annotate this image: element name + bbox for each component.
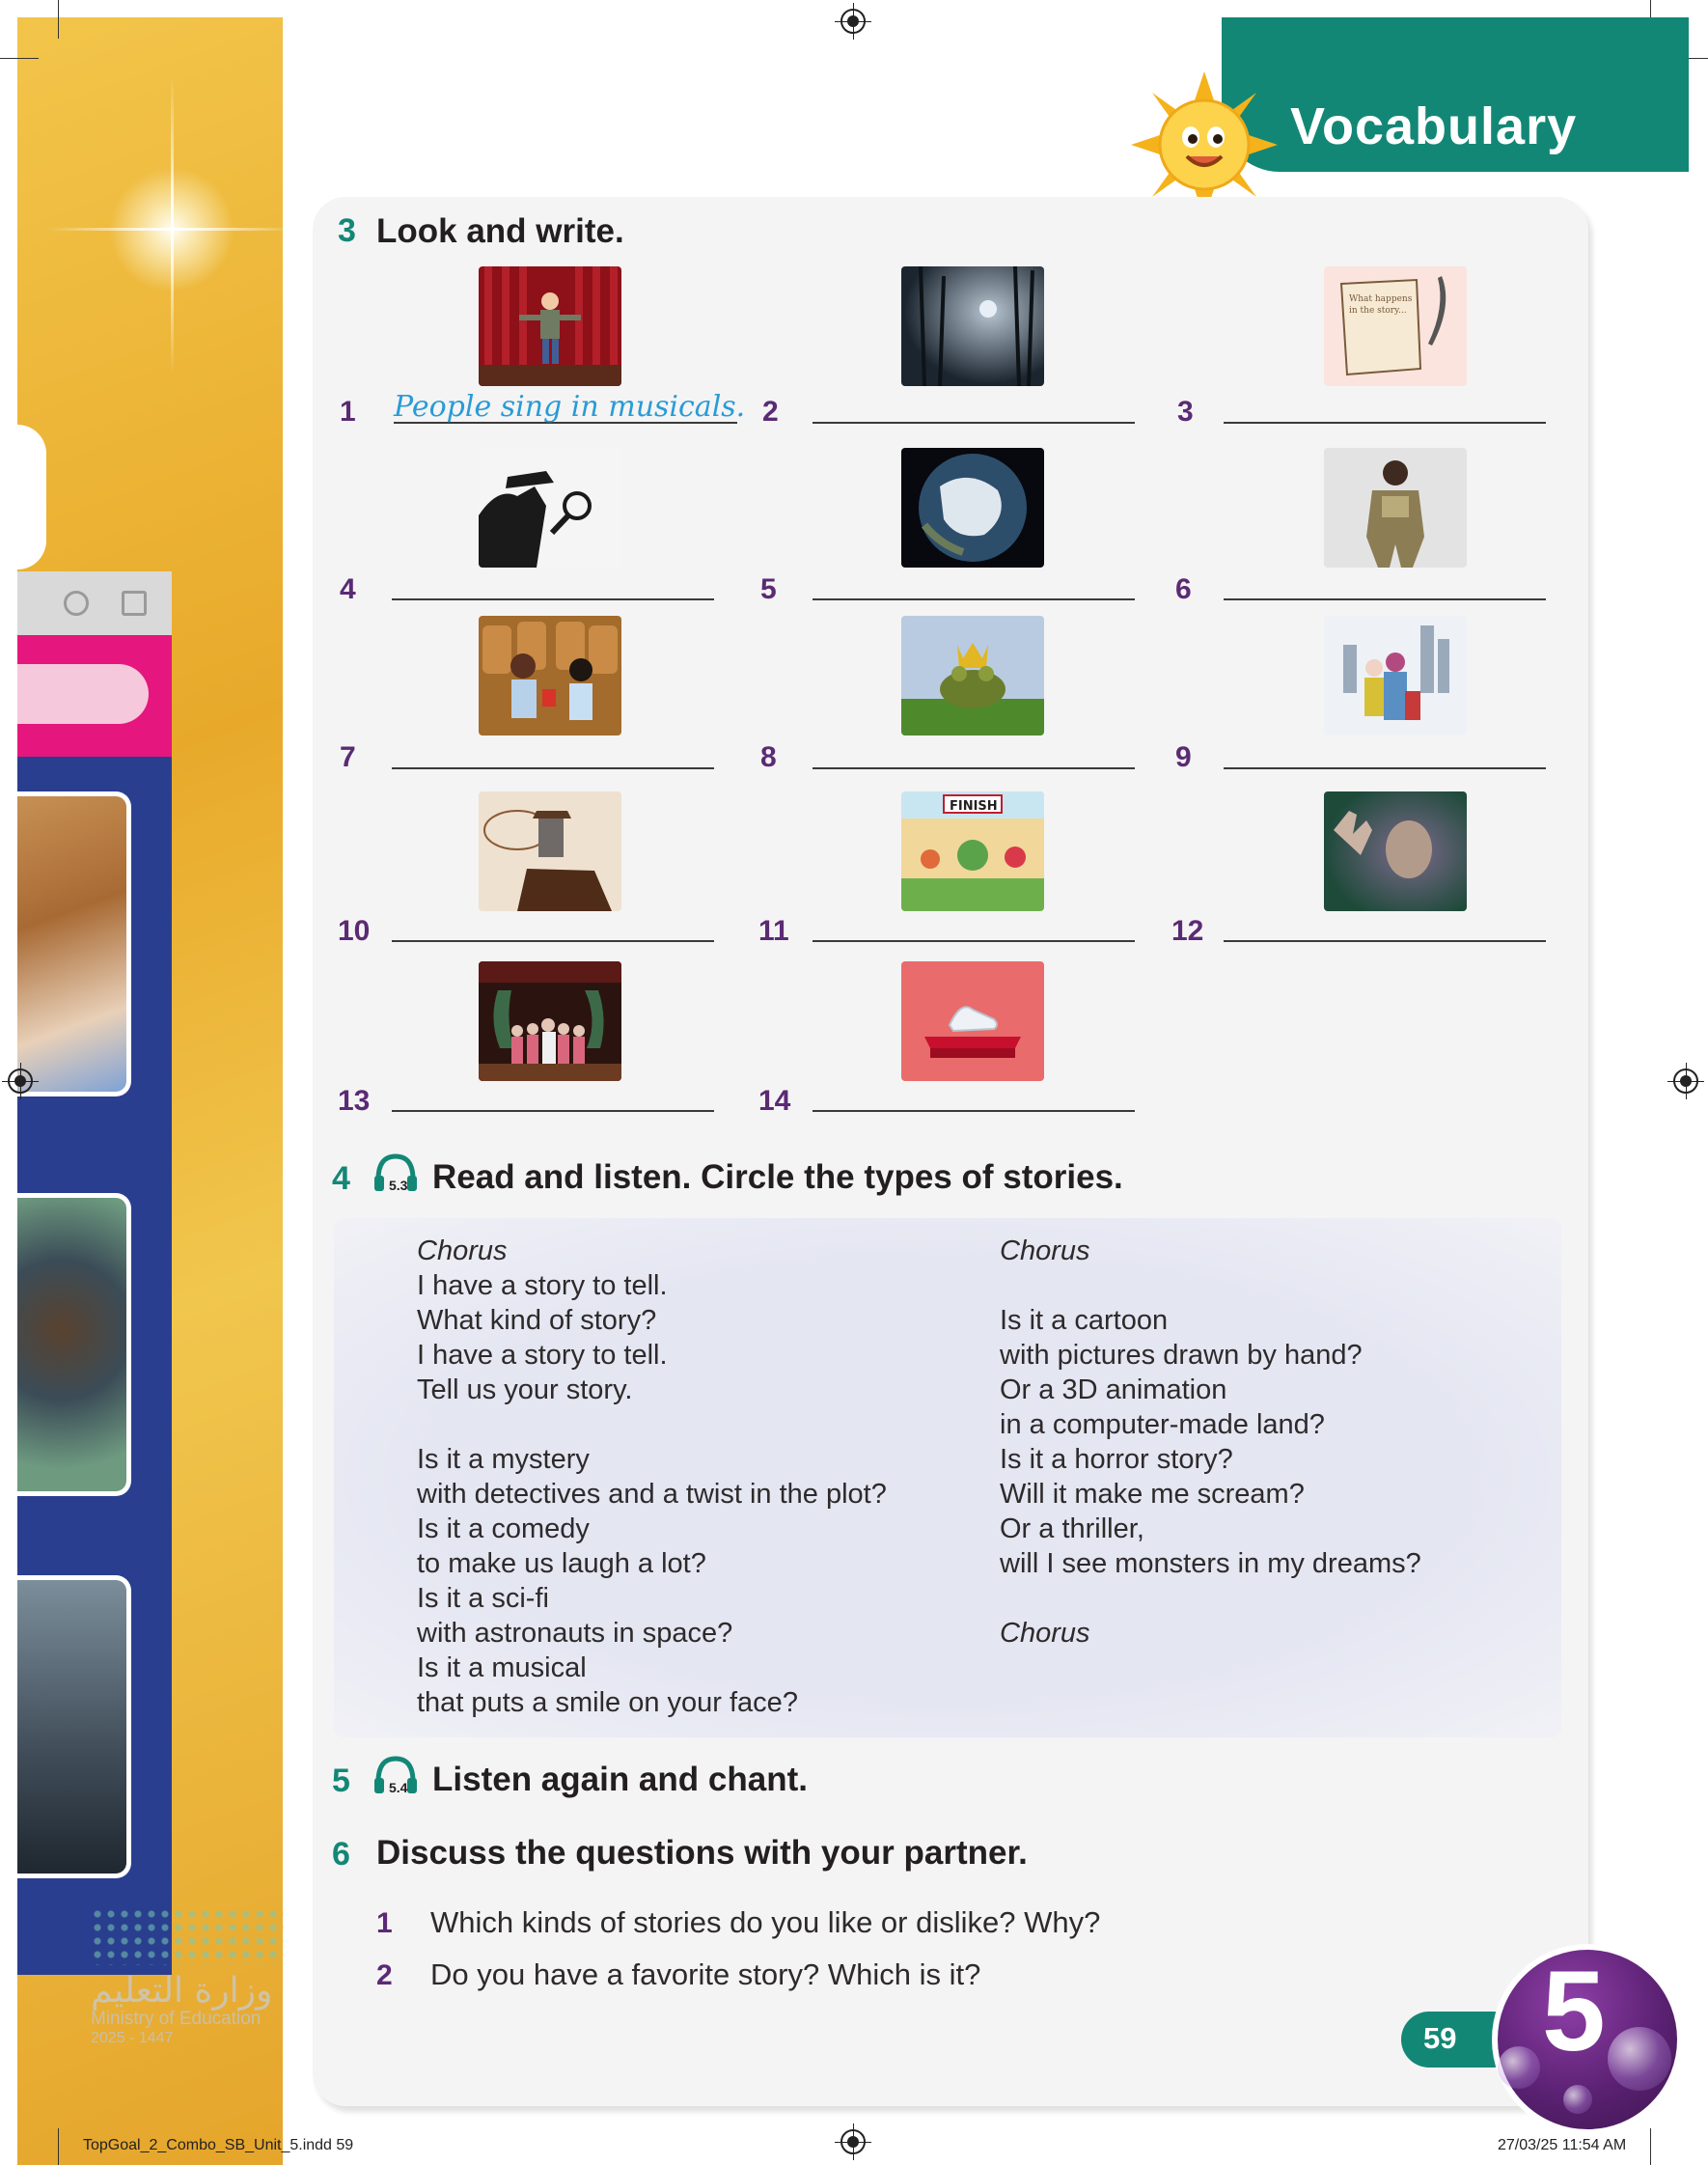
crop-mark bbox=[1650, 2128, 1651, 2165]
crop-mark bbox=[58, 2128, 59, 2165]
song-line: Or a 3D animation bbox=[1000, 1374, 1227, 1405]
question-number: 2 bbox=[376, 1959, 393, 1991]
exercise-number: 3 bbox=[338, 212, 356, 249]
song-line: to make us laugh a lot? bbox=[417, 1548, 706, 1579]
song-line: with astronauts in space? bbox=[417, 1618, 733, 1649]
page-title: Vocabulary bbox=[1290, 97, 1578, 155]
question-text: Which kinds of stories do you like or dislike? Why? bbox=[430, 1905, 1101, 1939]
left-toolbar bbox=[17, 571, 172, 635]
ministry-arabic-name: وزارة التعليم bbox=[91, 1971, 273, 2011]
print-file-info: TopGoal_2_Combo_SB_Unit_5.indd 59 bbox=[83, 2137, 354, 2153]
exercise-number: 6 bbox=[332, 1836, 350, 1873]
city-family-image bbox=[1324, 616, 1467, 736]
horror-man-image bbox=[1324, 791, 1467, 911]
song-line: Is it a musical bbox=[417, 1652, 587, 1683]
cartoon-race-image bbox=[901, 791, 1044, 911]
page-number: 59 bbox=[1423, 2021, 1457, 2055]
exercise-title: Discuss the questions with your partner. bbox=[376, 1834, 1028, 1872]
kids-at-cinema-image bbox=[479, 616, 621, 736]
answer-line[interactable] bbox=[813, 598, 1135, 600]
scroll-text-2: in the story... bbox=[1349, 306, 1407, 316]
dark-forest-image bbox=[901, 266, 1044, 386]
exercise-title: Look and write. bbox=[376, 212, 624, 250]
crop-mark bbox=[0, 58, 39, 59]
answer-line[interactable] bbox=[813, 422, 1135, 424]
song-line: I have a story to tell. bbox=[417, 1270, 668, 1301]
exercise-title: Read and listen. Circle the types of stories. bbox=[432, 1158, 1123, 1196]
song-line: Or a thriller, bbox=[1000, 1513, 1144, 1544]
item-number: 5 bbox=[760, 573, 777, 605]
item-number: 8 bbox=[760, 741, 777, 773]
item-number: 11 bbox=[758, 915, 789, 947]
school-play-image bbox=[479, 961, 621, 1081]
registration-mark bbox=[1673, 1069, 1698, 1094]
musical-stage-image bbox=[479, 266, 621, 386]
song-line: I have a story to tell. bbox=[417, 1340, 668, 1371]
left-photo-dark-forest bbox=[17, 1575, 131, 1878]
song-line: Chorus bbox=[1000, 1235, 1090, 1266]
song-line: that puts a smile on your face? bbox=[417, 1687, 798, 1718]
registration-mark bbox=[840, 9, 866, 34]
ministry-year: 2025 - 1447 bbox=[91, 2030, 174, 2046]
finish-banner-text: FINISH bbox=[950, 799, 998, 814]
ministry-watermark bbox=[91, 1907, 293, 2047]
audio-track-number: 5.3 bbox=[389, 1178, 408, 1193]
answer-line[interactable] bbox=[813, 1110, 1135, 1112]
exercise-title: Listen again and chant. bbox=[432, 1761, 808, 1798]
item-number: 3 bbox=[1177, 396, 1194, 428]
registration-mark bbox=[840, 2129, 866, 2154]
answer-line[interactable] bbox=[392, 1110, 714, 1112]
answer-line[interactable] bbox=[813, 767, 1135, 769]
left-page-tab bbox=[17, 425, 46, 569]
item-number: 4 bbox=[340, 573, 356, 605]
item-number: 12 bbox=[1171, 915, 1204, 947]
crop-mark bbox=[58, 0, 59, 39]
left-pink-band bbox=[17, 635, 172, 757]
item-number: 9 bbox=[1175, 741, 1192, 773]
song-line: in a computer-made land? bbox=[1000, 1409, 1325, 1440]
frog-prince-image bbox=[901, 616, 1044, 736]
audio-track-number: 5.4 bbox=[389, 1780, 408, 1795]
decorative-bubble bbox=[1498, 2046, 1540, 2089]
left-pink-pill bbox=[17, 664, 149, 724]
earth-from-space-image bbox=[901, 448, 1044, 568]
item-number: 14 bbox=[758, 1085, 791, 1117]
item-number: 7 bbox=[340, 741, 356, 773]
registration-mark bbox=[8, 1069, 33, 1094]
song-line: will I see monsters in my dreams? bbox=[1000, 1548, 1421, 1579]
item-number: 13 bbox=[338, 1085, 371, 1117]
song-line: with pictures drawn by hand? bbox=[1000, 1340, 1363, 1371]
answer-line[interactable] bbox=[1224, 598, 1546, 600]
astronaut-image bbox=[1324, 448, 1467, 568]
question-text: Do you have a favorite story? Which is it? bbox=[430, 1957, 981, 1991]
song-line: Is it a cartoon bbox=[1000, 1305, 1169, 1336]
song-line: Is it a sci-fi bbox=[417, 1583, 549, 1614]
exercise-number: 5 bbox=[332, 1763, 350, 1799]
song-line: Tell us your story. bbox=[417, 1374, 633, 1405]
answer-line[interactable] bbox=[392, 598, 714, 600]
item-number: 6 bbox=[1175, 573, 1192, 605]
left-photo-horror-face bbox=[17, 1193, 131, 1496]
cowboy-image bbox=[479, 791, 621, 911]
print-datetime: 27/03/25 11:54 AM bbox=[1498, 2137, 1627, 2153]
sparkle-ray bbox=[171, 75, 174, 375]
item-number: 1 bbox=[340, 396, 356, 428]
answer-line[interactable] bbox=[1224, 422, 1546, 424]
song-line: What kind of story? bbox=[417, 1305, 657, 1336]
story-scroll-image bbox=[1324, 266, 1467, 386]
song-line: Is it a horror story? bbox=[1000, 1444, 1233, 1475]
answer-line[interactable] bbox=[813, 940, 1135, 942]
ministry-logo-dots bbox=[91, 1907, 284, 1965]
share-icon[interactable] bbox=[122, 591, 147, 616]
answer-line[interactable] bbox=[1224, 767, 1546, 769]
decorative-bubble bbox=[1608, 2027, 1671, 2091]
answer-line[interactable] bbox=[392, 767, 714, 769]
unit-number: 5 bbox=[1542, 1948, 1606, 2075]
glass-slipper-image bbox=[901, 961, 1044, 1081]
item-number: 2 bbox=[762, 396, 779, 428]
download-icon[interactable] bbox=[64, 591, 89, 616]
song-line: Is it a comedy bbox=[417, 1513, 590, 1544]
song-line: Chorus bbox=[1000, 1618, 1090, 1649]
detective-image bbox=[479, 448, 621, 568]
ministry-english-name: Ministry of Education bbox=[91, 2009, 262, 2029]
sample-answer: People sing in musicals. bbox=[394, 390, 746, 424]
exercise-number: 4 bbox=[332, 1160, 350, 1197]
question-number: 1 bbox=[376, 1907, 393, 1939]
scroll-text: What happens bbox=[1349, 294, 1413, 304]
item-number: 10 bbox=[338, 915, 371, 947]
song-line: Chorus bbox=[417, 1235, 508, 1266]
song-line: with detectives and a twist in the plot? bbox=[417, 1479, 887, 1510]
left-photo-cinema-girl bbox=[17, 791, 131, 1096]
answer-line[interactable] bbox=[392, 940, 714, 942]
song-line: Will it make me scream? bbox=[1000, 1479, 1305, 1510]
song-line: Is it a mystery bbox=[417, 1444, 590, 1475]
decorative-bubble bbox=[1563, 2085, 1592, 2114]
answer-line[interactable] bbox=[1224, 940, 1546, 942]
